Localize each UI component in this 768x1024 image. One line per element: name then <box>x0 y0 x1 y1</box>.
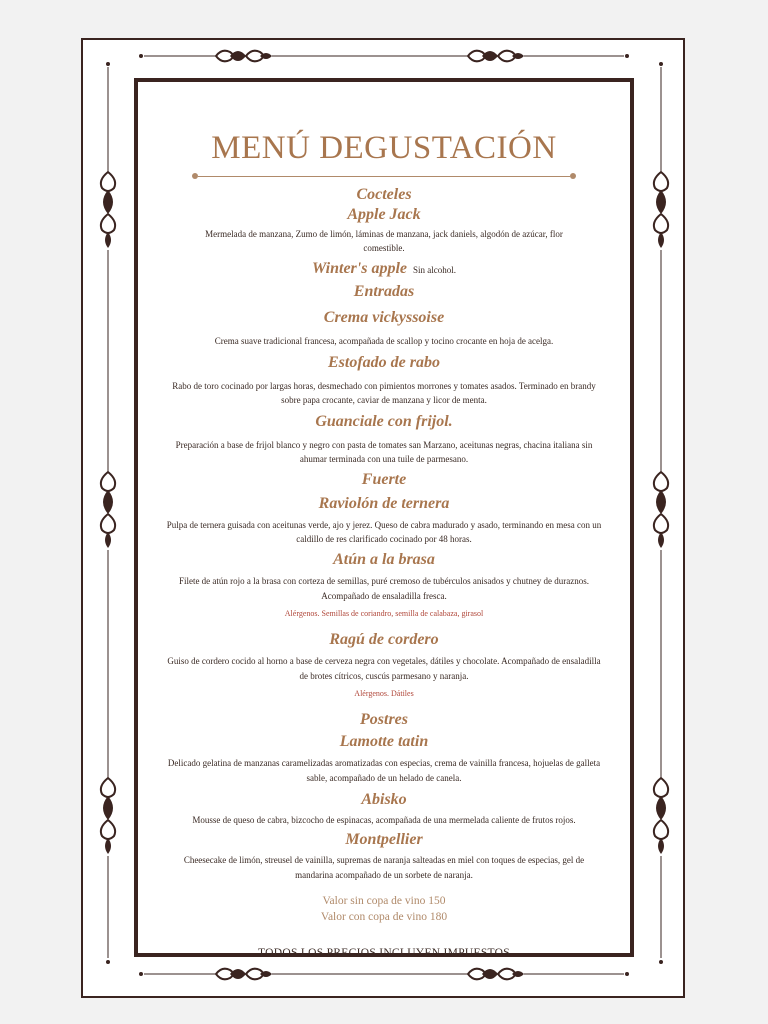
bottom-ornament <box>138 964 630 984</box>
dish-lamotte-desc: Delicado gelatina de manzanas caramelizadas aromatizadas con especias, crema de vainilla francesa, hojuelas de galleta sable, acompañado de un helado de canela. <box>167 758 601 783</box>
dish-atun-desc: Filete de atún rojo a la brasa con corteza de semillas, puré cremoso de tubérculos anisados y chutney de duraznos. Acompañado de ensaladilla fresca. <box>178 576 590 601</box>
dish-winters-apple-row <box>138 259 630 279</box>
dish-guanciale-desc: Preparación a base de frijol blanco y negro con pasta de tomates san Marzano, aceitunas negras, chacina italiana sin ahumar terminada con una tuile de parmesano. <box>175 440 593 464</box>
title-rule-line <box>198 176 570 177</box>
dish-abisko-desc: Mousse de queso de cabra, bizcocho de espinacas, acompañada de una mermelada caliente de frutos rojos. <box>192 815 576 825</box>
dish-lamotte-name: Lamotte tatin <box>339 733 429 750</box>
dish-abisko-name: Abisko <box>361 791 407 808</box>
dish-raviolon-name: Raviolón de ternera <box>318 495 450 512</box>
section-cocteles: Cocteles <box>356 186 412 203</box>
dish-raviolon-desc: Pulpa de ternera guisada con aceitunas verde, ajo y jerez. Queso de cabra madurado y asado, terminando en mesa con un caldillo de res clarificado cocinado por 48 horas. <box>166 520 602 544</box>
section-fuerte: Fuerte <box>361 471 407 488</box>
dish-ragu-name: Ragú de cordero <box>329 631 439 648</box>
page-title: MENÚ DEGUSTACIÓN <box>211 130 557 166</box>
right-ornament <box>649 60 673 966</box>
top-ornament <box>138 46 630 66</box>
dish-winters-apple-name: Winter's apple <box>312 260 407 277</box>
price-con-copa: Valor con copa de vino 180 <box>320 911 448 923</box>
dish-winters-apple-note: Sin alcohol. <box>412 265 456 275</box>
dish-apple-jack-name: Apple Jack <box>347 206 421 223</box>
dish-montpellier-name: Montpellier <box>345 831 423 848</box>
dish-ragu-desc: Guiso de cordero cocido al horno a base de cerveza negra con vegetales, dátiles y chocolate. Acompañado de ensaladilla de brotes cítricos, cuscús parmesano y naranja. <box>167 656 601 681</box>
dish-ragu-allergen: Alérgenos. Dátiles <box>354 689 414 698</box>
title-underline <box>192 172 576 182</box>
left-ornament <box>96 60 120 966</box>
dish-atun-allergen: Alérgenos. Semillas de coriandro, semilla de calabaza, girasol <box>284 609 484 618</box>
section-postres: Postres <box>360 711 408 728</box>
dish-estofado-desc: Rabo de toro cocinado por largas horas, desmechado con pimientos morrones y tomates asados. Terminado en brandy sobre papa crocante, caviar de manzana y licor de menta. <box>172 381 596 405</box>
dish-crema-desc: Crema suave tradicional francesa, acompañada de scallop y tocino crocante en hoja de acelga. <box>214 336 554 346</box>
footer-note: TODOS LOS PRECIOS INCLUYEN IMPUESTOS <box>258 947 510 959</box>
dish-apple-jack-desc: Mermelada de manzana, Zumo de limón, láminas de manzana, jack daniels, algodón de azúcar, flor comestible. <box>205 229 563 253</box>
dish-montpellier-desc: Cheesecake de limón, streusel de vainilla, supremas de naranja salteadas en miel con toques de especias, gel de mandarina acompañado de un sorbete de naranja. <box>183 855 585 880</box>
title-rule-dot-right <box>570 173 576 179</box>
dish-atun-name: Atún a la brasa <box>333 551 435 568</box>
section-entradas: Entradas <box>353 283 415 300</box>
menu-content <box>138 82 630 959</box>
dish-crema-name: Crema vickyssoise <box>323 309 445 326</box>
dish-guanciale-name: Guanciale con frijol. <box>315 413 453 430</box>
dish-estofado-name: Estofado de rabo <box>328 354 440 371</box>
price-sin-copa: Valor sin copa de vino 150 <box>322 895 446 907</box>
